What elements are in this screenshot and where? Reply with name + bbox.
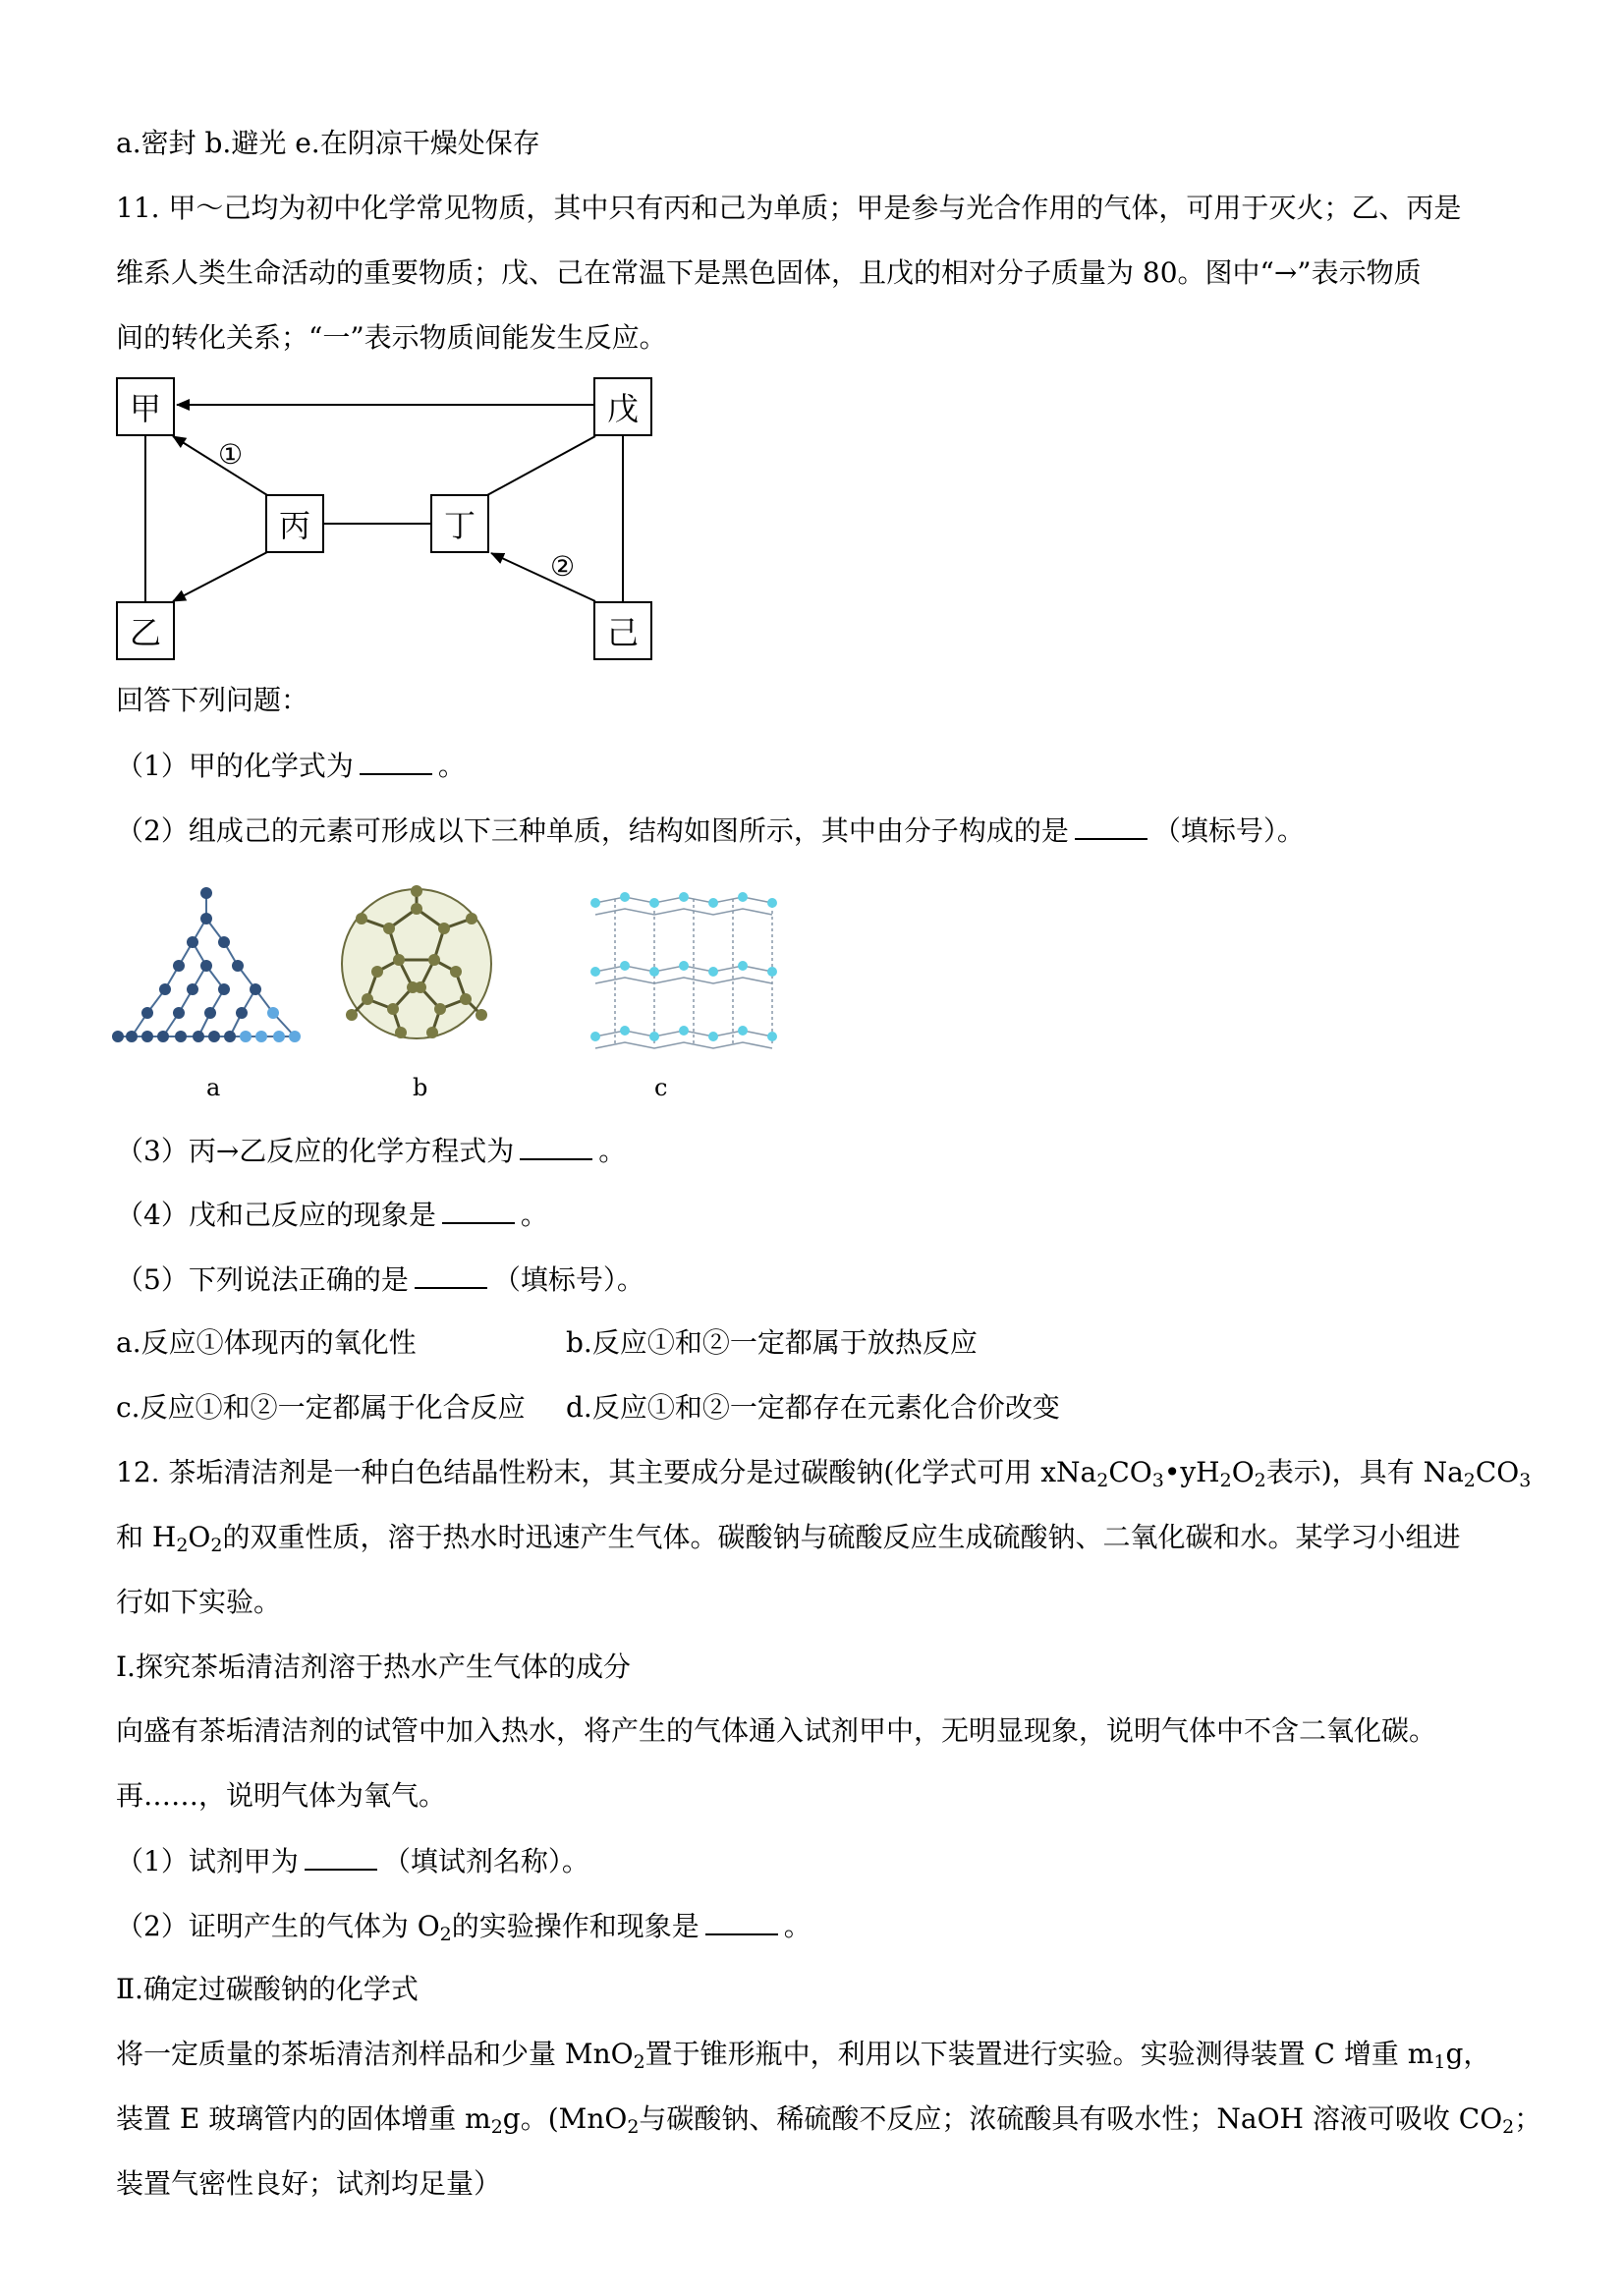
node-wu: 戊 <box>593 377 652 436</box>
edge-ding-wu <box>487 436 595 495</box>
relationship-diagram <box>0 0 1623 688</box>
part1-line-2: 再……，说明气体为氧气。 <box>116 1779 447 1812</box>
part1-line-1: 向盛有茶垢清洁剂的试管中加入热水，将产生的气体通入试剂甲中，无明显现象，说明气体中不含二氧化碳。 <box>116 1714 1437 1747</box>
q11-sub-1: （1）甲的化学式为 。 <box>116 746 466 786</box>
label-reaction-1: ① <box>218 438 244 471</box>
part2-line-2: 装置 E 玻璃管内的固体增重 $m_2g$。(MnO$_2$与碳酸钠、稀硫酸不反应；浓硫酸具有吸水性；NaOH 溶液可吸收 $CO_2$； <box>116 2102 1542 2138</box>
answer-blank[interactable] <box>520 1131 592 1160</box>
answer-intro: 回答下列问题： <box>116 684 309 716</box>
answer-blank[interactable] <box>305 1841 377 1871</box>
part1-q1: （1）试剂甲为 （填试剂名称）。 <box>116 1841 589 1881</box>
structure-c-image <box>586 889 782 1066</box>
node-bing: 丙 <box>265 494 324 553</box>
diagram-lines <box>0 0 688 688</box>
answer-blank[interactable] <box>360 746 432 775</box>
q11-sub-3: （3）丙→乙反应的化学方程式为 。 <box>116 1131 626 1171</box>
edge-bing-to-yi <box>173 552 267 601</box>
structure-b-label: b <box>413 1074 428 1101</box>
q11-sub-5: （5）下列说法正确的是 （填标号）。 <box>116 1260 644 1300</box>
option-c: c.反应①和②一定都属于化合反应 <box>116 1391 526 1424</box>
part2-line-1: 将一定质量的茶垢清洁剂样品和少量 MnO$_2$置于锥形瓶中，利用以下装置进行实验。实验测得装置 C 增重 $m_1g$， <box>116 2038 1491 2073</box>
structure-b-image <box>322 879 519 1056</box>
q12-line-3: 行如下实验。 <box>116 1586 282 1618</box>
structure-a-image <box>108 879 305 1056</box>
part2-title: Ⅱ.确定过碳酸钠的化学式 <box>116 1973 419 2005</box>
storage-options: a.密封 b.避光 e.在阴凉干燥处保存 <box>116 127 540 159</box>
q12-line-2: 和 $H_2O_2$的双重性质，溶于热水时迅速产生气体。碳酸钠与硫酸反应生成硫酸钠、二氧化碳和水。某学习小组进 <box>116 1521 1461 1556</box>
option-a: a.反应①体现丙的氧化性 <box>116 1326 417 1359</box>
structure-c-label: c <box>654 1074 668 1101</box>
answer-blank[interactable] <box>1075 811 1147 840</box>
node-yi: 乙 <box>116 601 175 660</box>
q11-line-1: 11. 甲～己均为初中化学常见物质，其中只有丙和己为单质；甲是参与光合作用的气体，可用于灭火；乙、丙是 <box>116 192 1462 224</box>
q11-sub-4: （4）戊和己反应的现象是 。 <box>116 1195 548 1235</box>
node-ji: 己 <box>593 601 652 660</box>
q11-sub-2: （2）组成己的元素可形成以下三种单质，结构如图所示，其中由分子构成的是 （填标号）。 <box>116 811 1305 851</box>
structure-a-label: a <box>206 1074 221 1101</box>
q11-line-2: 维系人类生命活动的重要物质；戊、己在常温下是黑色固体，且戊的相对分子质量为 80。图中“→”表示物质 <box>116 256 1422 289</box>
node-jia: 甲 <box>116 377 175 436</box>
part1-title: Ⅰ.探究茶垢清洁剂溶于热水产生气体的成分 <box>116 1651 631 1683</box>
part2-line-3: 装置气密性良好；试剂均足量） <box>116 2167 502 2200</box>
option-b: b.反应①和②一定都属于放热反应 <box>566 1326 978 1359</box>
node-ding: 丁 <box>430 494 489 553</box>
allotrope-figures <box>108 879 796 1105</box>
answer-blank[interactable] <box>705 1906 778 1935</box>
edge-ji-to-ding <box>491 553 595 601</box>
answer-blank[interactable] <box>442 1195 515 1224</box>
label-reaction-2: ② <box>550 550 576 583</box>
answer-blank[interactable] <box>415 1260 487 1289</box>
part1-q2: （2）证明产生的气体为 $O_2$的实验操作和现象是 。 <box>116 1906 812 1954</box>
q12-line-1: 12. 茶垢清洁剂是一种白色结晶性粉末，其主要成分是过碳酸钠(化学式可用 $xNa_2CO_3•yH_2O_2$表示)，具有 $Na_2CO_3$ <box>116 1456 1532 1491</box>
q11-line-3: 间的转化关系；“一”表示物质间能发生反应。 <box>116 321 667 354</box>
option-d: d.反应①和②一定都存在元素化合价改变 <box>566 1391 1060 1424</box>
